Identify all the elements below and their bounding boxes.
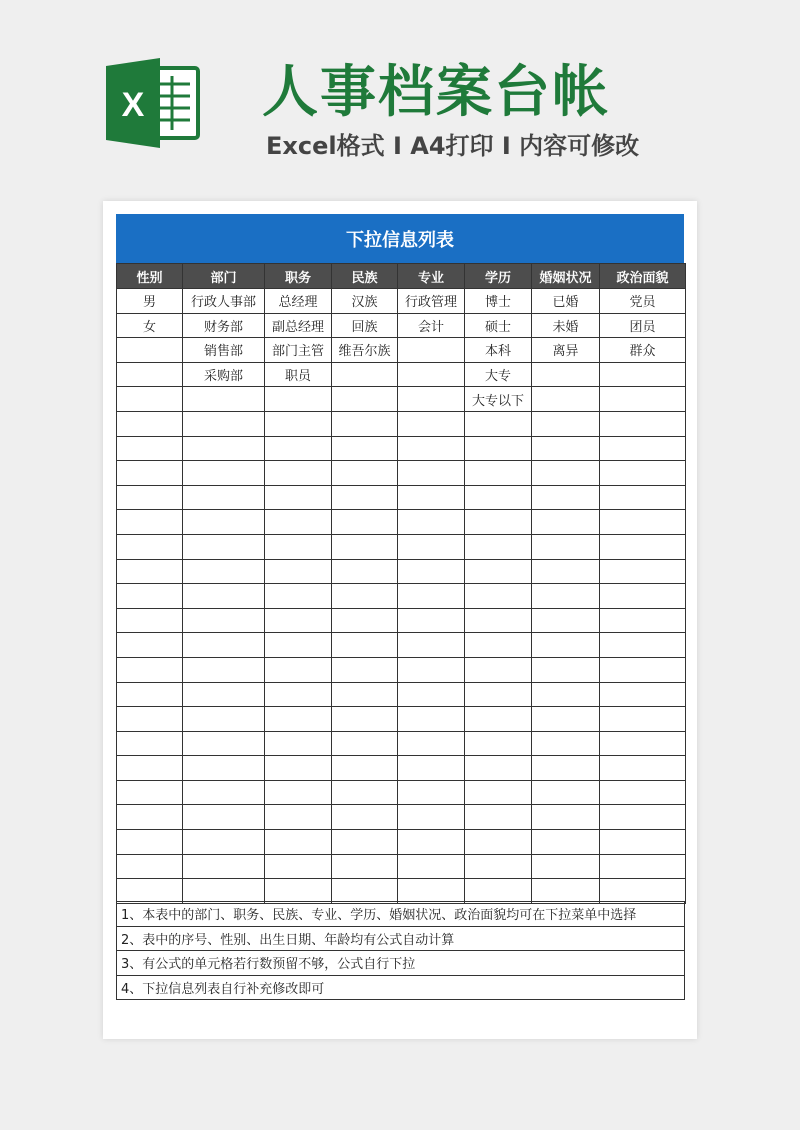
- column-header: 性别: [117, 264, 183, 289]
- table-cell[interactable]: [265, 584, 332, 609]
- table-cell[interactable]: [465, 707, 532, 732]
- table-row: [117, 854, 686, 879]
- table-cell[interactable]: 回族: [332, 313, 398, 338]
- table-cell[interactable]: [332, 387, 398, 412]
- note-line: 4、下拉信息列表自行补充修改即可: [117, 975, 685, 1000]
- table-cell[interactable]: [332, 436, 398, 461]
- table-cell[interactable]: [398, 608, 465, 633]
- table-cell[interactable]: [183, 584, 265, 609]
- table-cell[interactable]: 行政人事部: [183, 289, 265, 314]
- table-cell[interactable]: 硕士: [465, 313, 532, 338]
- table-cell[interactable]: [117, 510, 183, 535]
- table-cell[interactable]: 总经理: [265, 289, 332, 314]
- table-body: [117, 289, 686, 904]
- table-cell[interactable]: 女: [117, 313, 183, 338]
- table-cell[interactable]: [532, 682, 600, 707]
- table-cell[interactable]: 党员: [600, 289, 686, 314]
- page-subtitle: Excel格式 Ⅰ A4打印 Ⅰ 内容可修改: [266, 132, 640, 160]
- sheet-title: 下拉信息列表: [116, 214, 684, 263]
- table-cell[interactable]: [600, 707, 686, 732]
- dropdown-info-table: [116, 263, 686, 904]
- column-header: 民族: [332, 264, 398, 289]
- table-cell[interactable]: [465, 657, 532, 682]
- table-cell[interactable]: [465, 682, 532, 707]
- table-cell[interactable]: [265, 707, 332, 732]
- table-cell[interactable]: [183, 682, 265, 707]
- table-cell[interactable]: 行政管理: [398, 289, 465, 314]
- table-cell[interactable]: [183, 559, 265, 584]
- table-cell[interactable]: [532, 362, 600, 387]
- table-cell[interactable]: [600, 534, 686, 559]
- table-cell[interactable]: [532, 707, 600, 732]
- table-cell[interactable]: [117, 657, 183, 682]
- table-cell[interactable]: 已婚: [532, 289, 600, 314]
- table-cell[interactable]: [532, 559, 600, 584]
- table-row: [117, 485, 686, 510]
- table-cell[interactable]: [532, 756, 600, 781]
- table-cell[interactable]: [398, 534, 465, 559]
- table-cell[interactable]: [117, 805, 183, 830]
- table-cell[interactable]: [332, 362, 398, 387]
- table-cell[interactable]: [332, 682, 398, 707]
- table-cell[interactable]: [332, 608, 398, 633]
- table-cell[interactable]: [465, 830, 532, 855]
- table-cell[interactable]: [117, 707, 183, 732]
- table-cell[interactable]: [265, 633, 332, 658]
- table-row: [117, 411, 686, 436]
- table-cell[interactable]: [600, 633, 686, 658]
- column-header: 专业: [398, 264, 465, 289]
- table-cell[interactable]: [183, 731, 265, 756]
- table-cell[interactable]: 博士: [465, 289, 532, 314]
- table-cell[interactable]: [465, 559, 532, 584]
- table-cell[interactable]: [265, 830, 332, 855]
- table-cell[interactable]: [332, 461, 398, 486]
- table-cell[interactable]: [117, 830, 183, 855]
- column-header: 学历: [465, 264, 532, 289]
- table-cell[interactable]: [117, 608, 183, 633]
- table-cell[interactable]: [117, 780, 183, 805]
- table-row: [117, 436, 686, 461]
- table-cell[interactable]: [398, 461, 465, 486]
- table-cell[interactable]: [183, 510, 265, 535]
- table-cell[interactable]: [532, 387, 600, 412]
- table-cell[interactable]: [600, 510, 686, 535]
- table-cell[interactable]: [532, 436, 600, 461]
- table-cell[interactable]: [398, 436, 465, 461]
- table-cell[interactable]: [600, 559, 686, 584]
- column-header: 职务: [265, 264, 332, 289]
- table-row: [117, 289, 686, 314]
- table-cell[interactable]: [332, 559, 398, 584]
- table-cell[interactable]: [600, 879, 686, 904]
- table-cell[interactable]: [117, 682, 183, 707]
- table-cell[interactable]: [532, 534, 600, 559]
- table-row: [117, 805, 686, 830]
- table-cell[interactable]: [465, 461, 532, 486]
- table-row: [117, 387, 686, 412]
- table-cell[interactable]: [332, 707, 398, 732]
- table-cell[interactable]: [600, 657, 686, 682]
- table-cell[interactable]: [117, 338, 183, 363]
- table-row: [117, 756, 686, 781]
- table-cell[interactable]: [117, 362, 183, 387]
- table-cell[interactable]: [265, 608, 332, 633]
- table-row: [117, 633, 686, 658]
- table-cell[interactable]: [183, 387, 265, 412]
- table-cell[interactable]: [600, 608, 686, 633]
- table-cell[interactable]: [398, 584, 465, 609]
- table-cell[interactable]: [183, 805, 265, 830]
- table-cell[interactable]: [398, 756, 465, 781]
- table-cell[interactable]: [117, 854, 183, 879]
- table-row: [117, 338, 686, 363]
- table-cell[interactable]: [117, 879, 183, 904]
- table-row: [117, 461, 686, 486]
- table-row: [117, 313, 686, 338]
- table-cell[interactable]: [332, 485, 398, 510]
- table-cell[interactable]: [600, 362, 686, 387]
- table-cell[interactable]: [532, 830, 600, 855]
- table-cell[interactable]: [532, 485, 600, 510]
- table-cell[interactable]: [183, 411, 265, 436]
- table-cell[interactable]: [265, 534, 332, 559]
- table-cell[interactable]: [117, 436, 183, 461]
- table-cell[interactable]: [398, 485, 465, 510]
- table-cell[interactable]: [532, 633, 600, 658]
- table-cell[interactable]: [183, 608, 265, 633]
- table-cell[interactable]: [398, 780, 465, 805]
- table-cell[interactable]: [398, 510, 465, 535]
- table-cell[interactable]: [332, 510, 398, 535]
- table-cell[interactable]: [600, 461, 686, 486]
- table-cell[interactable]: [600, 436, 686, 461]
- table-cell[interactable]: 财务部: [183, 313, 265, 338]
- table-cell[interactable]: [332, 534, 398, 559]
- table-row: [117, 657, 686, 682]
- table-cell[interactable]: [465, 633, 532, 658]
- excel-logo-icon: [104, 58, 204, 148]
- table-cell[interactable]: [532, 854, 600, 879]
- table-cell[interactable]: [600, 805, 686, 830]
- table-cell[interactable]: 男: [117, 289, 183, 314]
- table-cell[interactable]: [117, 534, 183, 559]
- table-cell[interactable]: [398, 559, 465, 584]
- table-row: [117, 731, 686, 756]
- table-cell[interactable]: [465, 534, 532, 559]
- table-cell[interactable]: [600, 756, 686, 781]
- table-cell[interactable]: [265, 879, 332, 904]
- table-cell[interactable]: [532, 584, 600, 609]
- table-cell[interactable]: [532, 780, 600, 805]
- table-cell[interactable]: [117, 411, 183, 436]
- table-cell[interactable]: [532, 510, 600, 535]
- table-cell[interactable]: [332, 780, 398, 805]
- table-cell[interactable]: [532, 608, 600, 633]
- table-cell[interactable]: [465, 510, 532, 535]
- table-cell[interactable]: [600, 584, 686, 609]
- table-cell[interactable]: [265, 657, 332, 682]
- table-row: [117, 707, 686, 732]
- table-cell[interactable]: [532, 657, 600, 682]
- table-cell[interactable]: 本科: [465, 338, 532, 363]
- table-cell[interactable]: [600, 854, 686, 879]
- table-cell[interactable]: [265, 780, 332, 805]
- table-cell[interactable]: [600, 411, 686, 436]
- table-cell[interactable]: [265, 411, 332, 436]
- table-cell[interactable]: [265, 805, 332, 830]
- table-cell[interactable]: [265, 436, 332, 461]
- table-cell[interactable]: [398, 805, 465, 830]
- logo-letter: X: [121, 86, 145, 124]
- column-header: 婚姻状况: [532, 264, 600, 289]
- table-cell[interactable]: [183, 461, 265, 486]
- table-cell[interactable]: [465, 756, 532, 781]
- table-cell[interactable]: [265, 387, 332, 412]
- table-cell[interactable]: 群众: [600, 338, 686, 363]
- table-row: [117, 510, 686, 535]
- table-cell[interactable]: [465, 436, 532, 461]
- table-cell[interactable]: [332, 411, 398, 436]
- table-row: [117, 780, 686, 805]
- table-cell[interactable]: 大专: [465, 362, 532, 387]
- table-cell[interactable]: 采购部: [183, 362, 265, 387]
- table-cell[interactable]: [183, 879, 265, 904]
- table-cell[interactable]: [332, 756, 398, 781]
- note-line: 1、本表中的部门、职务、民族、专业、学历、婚姻状况、政治面貌均可在下拉菜单中选择: [117, 902, 685, 927]
- notes-table: [116, 901, 685, 1000]
- table-cell[interactable]: [332, 657, 398, 682]
- table-cell[interactable]: [398, 682, 465, 707]
- table-cell[interactable]: [117, 461, 183, 486]
- table-cell[interactable]: [398, 731, 465, 756]
- table-cell[interactable]: [332, 879, 398, 904]
- table-cell[interactable]: [332, 584, 398, 609]
- table-cell[interactable]: [600, 387, 686, 412]
- table-cell[interactable]: [600, 780, 686, 805]
- table-cell[interactable]: [183, 657, 265, 682]
- table-cell[interactable]: [183, 756, 265, 781]
- page-header: [0, 0, 800, 200]
- table-cell[interactable]: [398, 633, 465, 658]
- column-header: 部门: [183, 264, 265, 289]
- table-cell[interactable]: [265, 854, 332, 879]
- table-cell[interactable]: 维吾尔族: [332, 338, 398, 363]
- table-cell[interactable]: 汉族: [332, 289, 398, 314]
- table-cell[interactable]: [398, 338, 465, 363]
- table-cell[interactable]: [398, 707, 465, 732]
- table-cell[interactable]: 未婚: [532, 313, 600, 338]
- table-cell[interactable]: [465, 780, 532, 805]
- table-cell[interactable]: [398, 830, 465, 855]
- table-cell[interactable]: [117, 584, 183, 609]
- table-cell[interactable]: [332, 830, 398, 855]
- table-cell[interactable]: [265, 485, 332, 510]
- table-cell[interactable]: [398, 387, 465, 412]
- table-cell[interactable]: [332, 633, 398, 658]
- table-cell[interactable]: [465, 485, 532, 510]
- table-cell[interactable]: [183, 830, 265, 855]
- table-cell[interactable]: [332, 805, 398, 830]
- table-cell[interactable]: [265, 731, 332, 756]
- table-cell[interactable]: [465, 879, 532, 904]
- table-row: [117, 584, 686, 609]
- table-cell[interactable]: [465, 584, 532, 609]
- table-cell[interactable]: [465, 731, 532, 756]
- table-cell[interactable]: 离异: [532, 338, 600, 363]
- sheet-paper: [103, 201, 697, 1039]
- table-cell[interactable]: [398, 854, 465, 879]
- table-cell[interactable]: [183, 780, 265, 805]
- table-row: [117, 362, 686, 387]
- table-row: [117, 608, 686, 633]
- table-cell[interactable]: 职员: [265, 362, 332, 387]
- note-line: 3、有公式的单元格若行数预留不够，公式自行下拉: [117, 951, 685, 976]
- table-cell[interactable]: [117, 633, 183, 658]
- table-cell[interactable]: 大专以下: [465, 387, 532, 412]
- table-cell[interactable]: [532, 805, 600, 830]
- table-cell[interactable]: [398, 362, 465, 387]
- table-cell[interactable]: [183, 534, 265, 559]
- table-cell[interactable]: 副总经理: [265, 313, 332, 338]
- table-cell[interactable]: [117, 387, 183, 412]
- table-cell[interactable]: [600, 682, 686, 707]
- table-cell[interactable]: [265, 756, 332, 781]
- table-cell[interactable]: [465, 608, 532, 633]
- table-cell[interactable]: [600, 830, 686, 855]
- table-cell[interactable]: 会计: [398, 313, 465, 338]
- table-cell[interactable]: [117, 485, 183, 510]
- page-title: 人事档案台帐: [262, 60, 610, 125]
- table-cell[interactable]: [532, 411, 600, 436]
- table-cell[interactable]: [600, 731, 686, 756]
- table-row: [117, 682, 686, 707]
- table-header-row: [117, 264, 686, 289]
- table-cell[interactable]: [117, 756, 183, 781]
- table-cell[interactable]: [183, 633, 265, 658]
- table-cell[interactable]: [332, 854, 398, 879]
- table-cell[interactable]: 部门主管: [265, 338, 332, 363]
- table-cell[interactable]: [183, 707, 265, 732]
- table-cell[interactable]: [465, 854, 532, 879]
- table-cell[interactable]: [117, 731, 183, 756]
- table-cell[interactable]: [398, 411, 465, 436]
- table-cell[interactable]: [465, 805, 532, 830]
- table-cell[interactable]: [532, 461, 600, 486]
- table-cell[interactable]: [183, 436, 265, 461]
- table-cell[interactable]: [532, 879, 600, 904]
- table-cell[interactable]: [183, 854, 265, 879]
- table-cell[interactable]: [398, 657, 465, 682]
- table-cell[interactable]: [332, 731, 398, 756]
- table-row: [117, 534, 686, 559]
- table-cell[interactable]: [465, 411, 532, 436]
- table-cell[interactable]: [265, 510, 332, 535]
- table-cell[interactable]: [265, 461, 332, 486]
- table-cell[interactable]: [398, 879, 465, 904]
- table-cell[interactable]: [532, 731, 600, 756]
- table-cell[interactable]: [183, 485, 265, 510]
- table-cell[interactable]: [265, 682, 332, 707]
- table-cell[interactable]: [265, 559, 332, 584]
- note-line: 2、表中的序号、性别、出生日期、年龄均有公式自动计算: [117, 926, 685, 951]
- table-cell[interactable]: [117, 559, 183, 584]
- table-cell[interactable]: 团员: [600, 313, 686, 338]
- table-row: [117, 830, 686, 855]
- table-cell[interactable]: 销售部: [183, 338, 265, 363]
- column-header: 政治面貌: [600, 264, 686, 289]
- table-row: [117, 559, 686, 584]
- table-cell[interactable]: [600, 485, 686, 510]
- table-row: [117, 879, 686, 904]
